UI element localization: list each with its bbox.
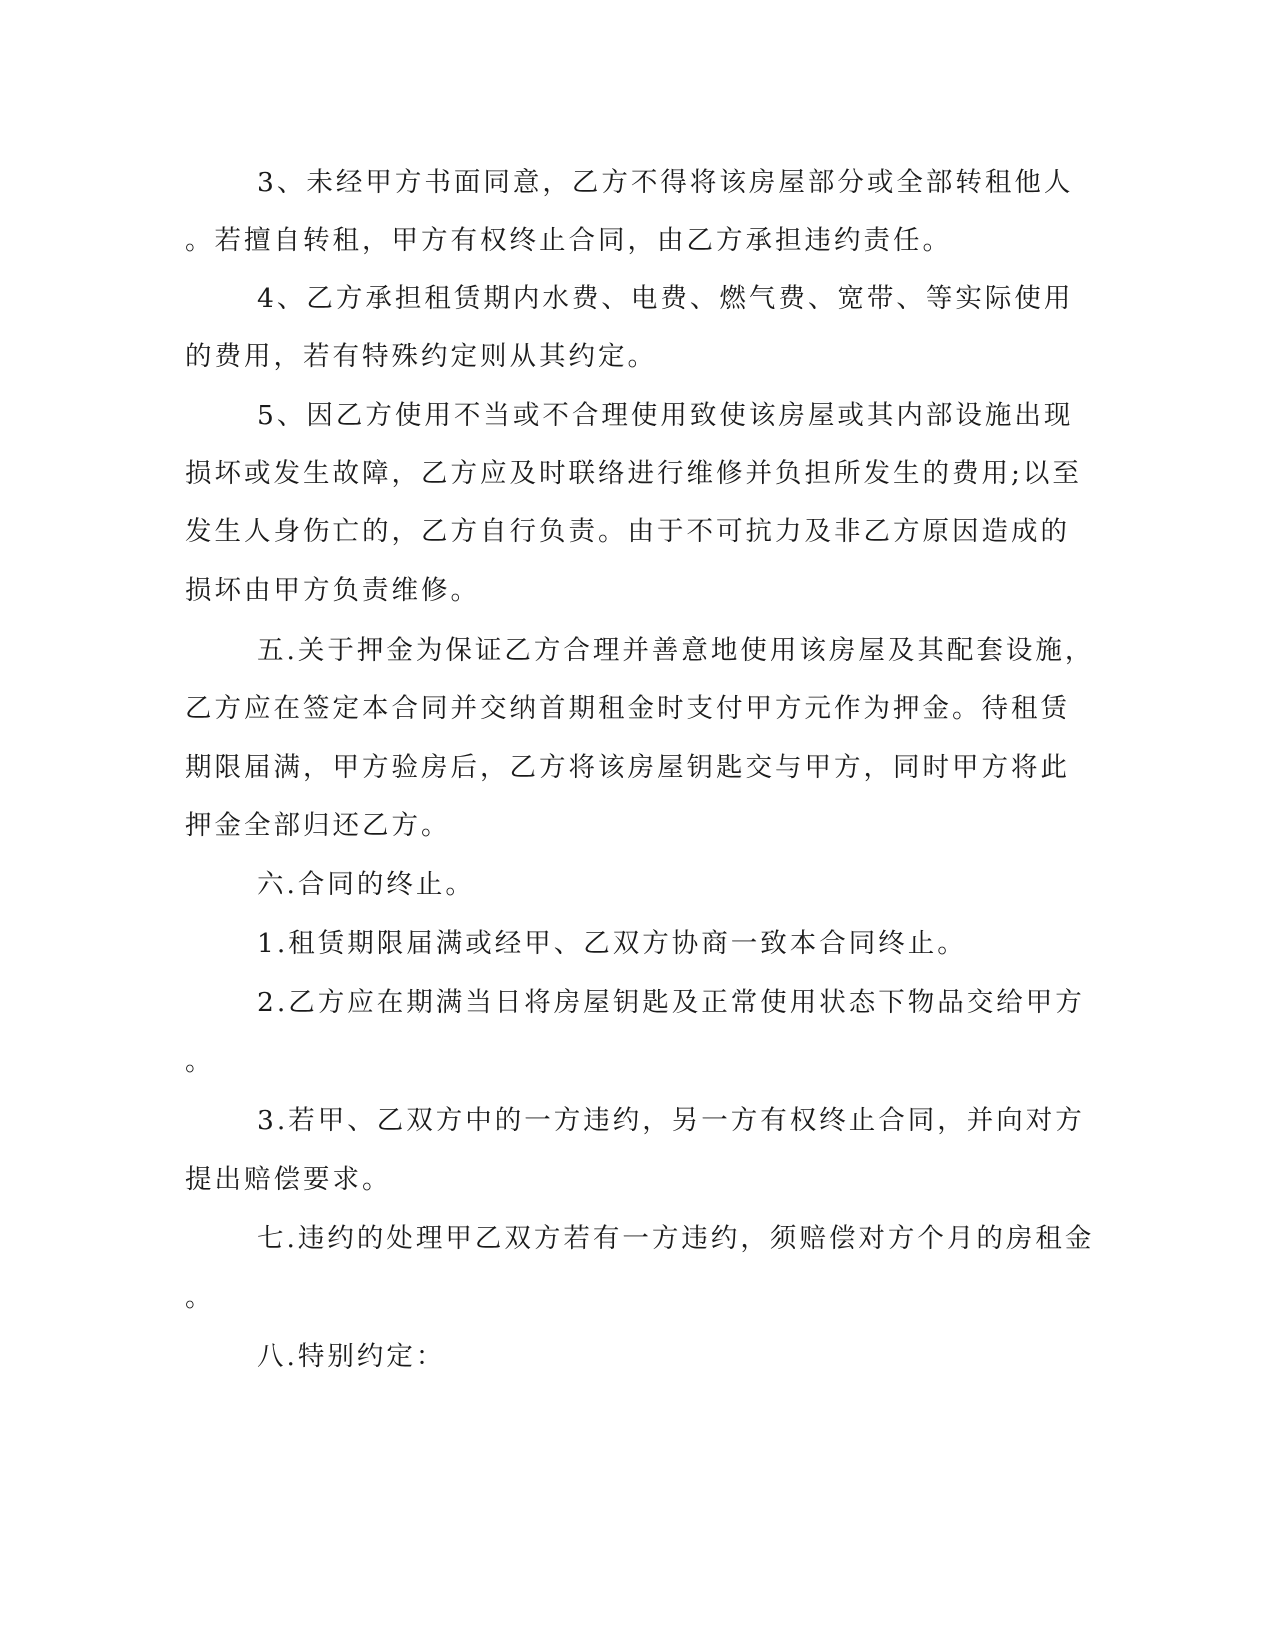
- section-6-heading: 六.合同的终止。: [257, 869, 475, 900]
- clause-3-line-2: 。若擅自转租，甲方有权终止合同，由乙方承担违约责任。: [185, 225, 952, 256]
- section-6-item-1: 1.租赁期限届满或经甲、乙双方协商一致本合同终止。: [257, 928, 967, 959]
- section-8-heading: 八.特别约定：: [257, 1341, 446, 1372]
- section-5-line-3: 期限届满，甲方验房后，乙方将该房屋钥匙交与甲方，同时甲方将此: [185, 752, 1070, 783]
- section-6-item-3-line-2: 提出赔偿要求。: [185, 1164, 392, 1195]
- section-5-line-4: 押金全部归还乙方。: [185, 810, 451, 841]
- clause-5-line-4: 损坏由甲方负责维修。: [185, 575, 480, 606]
- clause-4-line-2: 的费用，若有特殊约定则从其约定。: [185, 341, 657, 372]
- clause-3-line-1: 3、未经甲方书面同意，乙方不得将该房屋部分或全部转租他人: [257, 167, 1074, 198]
- section-7-line-2: 。: [185, 1282, 215, 1313]
- section-6-item-3-line-1: 3.若甲、乙双方中的一方违约，另一方有权终止合同，并向对方: [257, 1105, 1085, 1136]
- clause-5-line-2: 损坏或发生故障，乙方应及时联络进行维修并负担所发生的费用;以至: [185, 458, 1082, 489]
- clause-5-line-1: 5、因乙方使用不当或不合理使用致使该房屋或其内部设施出现: [257, 400, 1074, 431]
- section-7-line-1: 七.违约的处理甲乙双方若有一方违约，须赔偿对方个月的房租金: [257, 1223, 1095, 1254]
- section-6-item-2-line-1: 2.乙方应在期满当日将房屋钥匙及正常使用状态下物品交给甲方: [257, 987, 1085, 1018]
- clause-4-line-1: 4、乙方承担租赁期内水费、电费、燃气费、宽带、等实际使用: [257, 283, 1074, 314]
- section-5-line-1: 五.关于押金为保证乙方合理并善意地使用该房屋及其配套设施，: [257, 635, 1095, 666]
- section-6-item-2-line-2: 。: [185, 1046, 215, 1077]
- section-5-line-2: 乙方应在签定本合同并交纳首期租金时支付甲方元作为押金。待租赁: [185, 693, 1070, 724]
- clause-5-line-3: 发生人身伤亡的，乙方自行负责。由于不可抗力及非乙方原因造成的: [185, 516, 1070, 547]
